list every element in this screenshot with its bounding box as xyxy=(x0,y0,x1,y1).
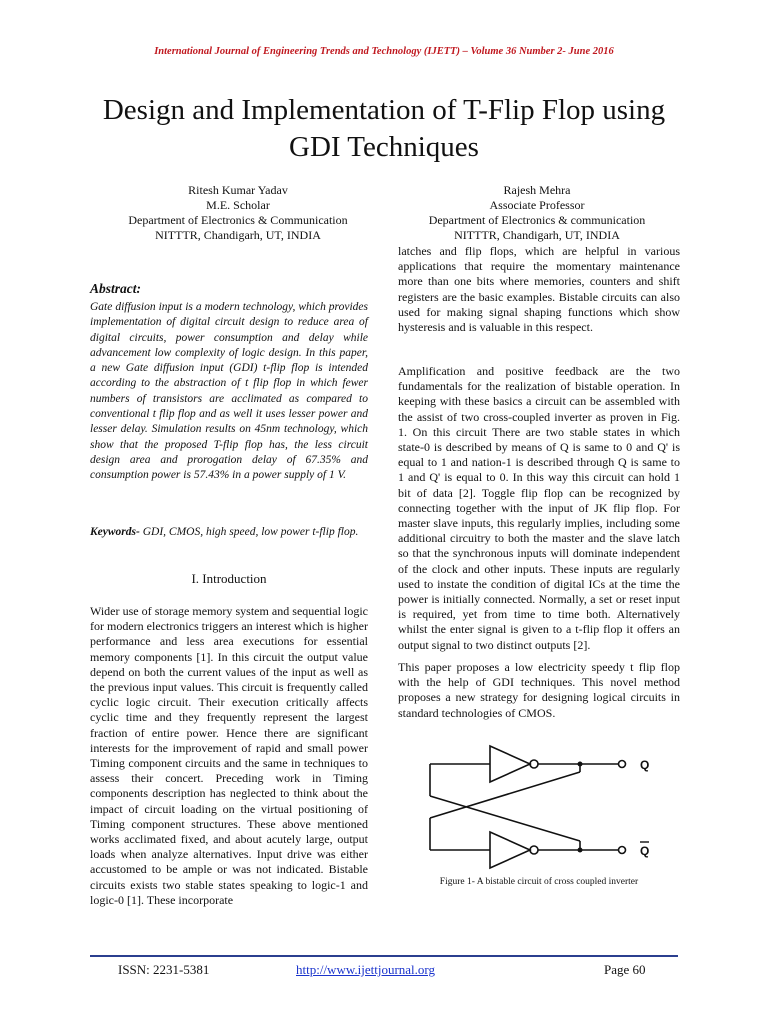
q-junction xyxy=(578,762,583,767)
right-paragraph-1 xyxy=(398,244,680,335)
keywords-text: GDI, CMOS, high speed, low power t-flip flop. xyxy=(139,526,359,538)
figure-bistable-circuit xyxy=(420,742,665,872)
abstract-paragraph: Gate diffusion input is a modern technology, which provides implementation of digital circuit design to reduce area of digital circuits, power consumption and delay while advancement low complexity of logic design. In this paper, a new Gate diffusion input (GDI) t-flip flop is intended according to the abstraction of t flip flop in which fewer numbers of transistors are acclimated as compared to conventional t flip flop and as well it uses lesser power and lesser delay. Simulation results on 45nm technology, which show that the proposed T-flip flop has, the less circuit design area and prorogation delay of 67.35% and consumption power is 57.43% in a power supply of 1 V. xyxy=(90,301,368,482)
footer-issn: ISSN: 2231-5381 xyxy=(118,962,210,977)
paper-title xyxy=(60,92,708,166)
footer-page-number: Page 60 xyxy=(604,962,646,977)
right-paragraph-2 xyxy=(398,364,680,653)
author-dept: Department of Electronics & communication xyxy=(428,213,646,227)
author-1 xyxy=(88,183,388,243)
section-heading-introduction: I. Introduction xyxy=(191,571,267,586)
paragraph: latches and flip flops, which are helpful in various applications that require the momentary maintenance more than one bits where memories, counters and shift registers are the basic examples. Bistable circuits can also used for making signal shaping functions which show hysteresis and is valuable in this respect. xyxy=(398,244,680,335)
intro-paragraph: Wider use of storage memory system and sequential logic for modern electronics triggers an interest which is higher performance and less area executions for essential memory components [1]. In this circuit the output value depend on both the current values of the input as well as the previous input values. This circuit is frequently called cyclic logic circuit. Their execution critically affects cyclic time and they frequently represent the largest fraction of entire power. Hence there are significant interests for the improvement of rapid and small power Timing component circuits and the same in techniques to assess their concert. Preceding work in Timing components description has neglected to think about the impact of circuit loading on the virtual positioning of Timing component structures. These above mentioned works acclimated fixed, and about acutely large, output loads when analyze alternatives. Input drive was either accustomed to be ample or was not indicated. Bistable circuits exists two stable states speaking to logic-1 and logic-0 [1]. These incorporate xyxy=(90,604,368,907)
qbar-junction xyxy=(578,848,583,853)
author-name: Rajesh Mehra xyxy=(503,183,571,197)
footer-journal-link[interactable]: http://www.ijettjournal.org xyxy=(296,962,436,977)
paragraph: This paper proposes a low electricity speedy t flip flop with the help of GDI techniques. This novel method proposes a new strategy for designing logical circuits in standard technologies of CMOS. xyxy=(398,660,680,720)
title-line-2: GDI Techniques xyxy=(289,131,479,163)
figure-caption: Figure 1- A bistable circuit of cross coupled inverter xyxy=(439,877,639,887)
qbar-terminal xyxy=(619,847,626,854)
author-inst: NITTTR, Chandigarh, UT, INDIA xyxy=(454,228,620,242)
author-name: Ritesh Kumar Yadav xyxy=(188,183,288,197)
q-terminal xyxy=(619,761,626,768)
introduction-text xyxy=(90,604,368,908)
abstract-heading: Abstract: xyxy=(90,281,142,296)
author-inst: NITTTR, Chandigarh, UT, INDIA xyxy=(155,228,321,242)
right-paragraph-3 xyxy=(398,660,680,721)
author-2 xyxy=(387,183,687,243)
qbar-label: Q xyxy=(640,844,650,858)
journal-header: International Journal of Engineering Trends and Technology (IJETT) – Volume 36 Number 2- June 2016 xyxy=(154,46,614,57)
keywords xyxy=(90,525,368,540)
keywords-label: Keywords- xyxy=(90,526,140,538)
abstract-text xyxy=(90,300,368,484)
paragraph: Amplification and positive feedback are the two fundamentals for the realization of bistable operation. In keeping with these basics a circuit can be assembled with the assist of two cross-coupled inverter as proven in Fig. 1. On this circuit There are two stable states in which state-0 is described by means of Q is same to 0 and Q' is equal to 1 and nation-1 is described through Q is same to 1 and Q' is equal to 0. In this way this circuit can hold 1 bit of data [2]. Toggle flip flop can be recognized by connecting together with the input of JK flip flop. For master slave inputs, this regularly implies, including some additional circuitry to both the master and the slave latch so that the synchronous inputs will dominate independent of the clock and other inputs. These inputs are regularly used to instate the condition of digital ICs at the time the power is initially connected. Normally, a set or reset input is required, yet from time to time both. Alternatively whilst the enter signal is given to a t-flip flop it offers an output signal to two distinct outputs [2]. xyxy=(398,364,680,652)
title-line-1: Design and Implementation of T-Flip Flop using xyxy=(102,94,666,126)
footer-divider xyxy=(90,955,678,957)
top-inverter xyxy=(490,746,530,782)
author-dept: Department of Electronics & Communication xyxy=(128,213,348,227)
author-role: M.E. Scholar xyxy=(206,198,270,212)
q-label: Q xyxy=(640,758,650,772)
bottom-inverter xyxy=(490,832,530,868)
author-role: Associate Professor xyxy=(489,198,585,212)
